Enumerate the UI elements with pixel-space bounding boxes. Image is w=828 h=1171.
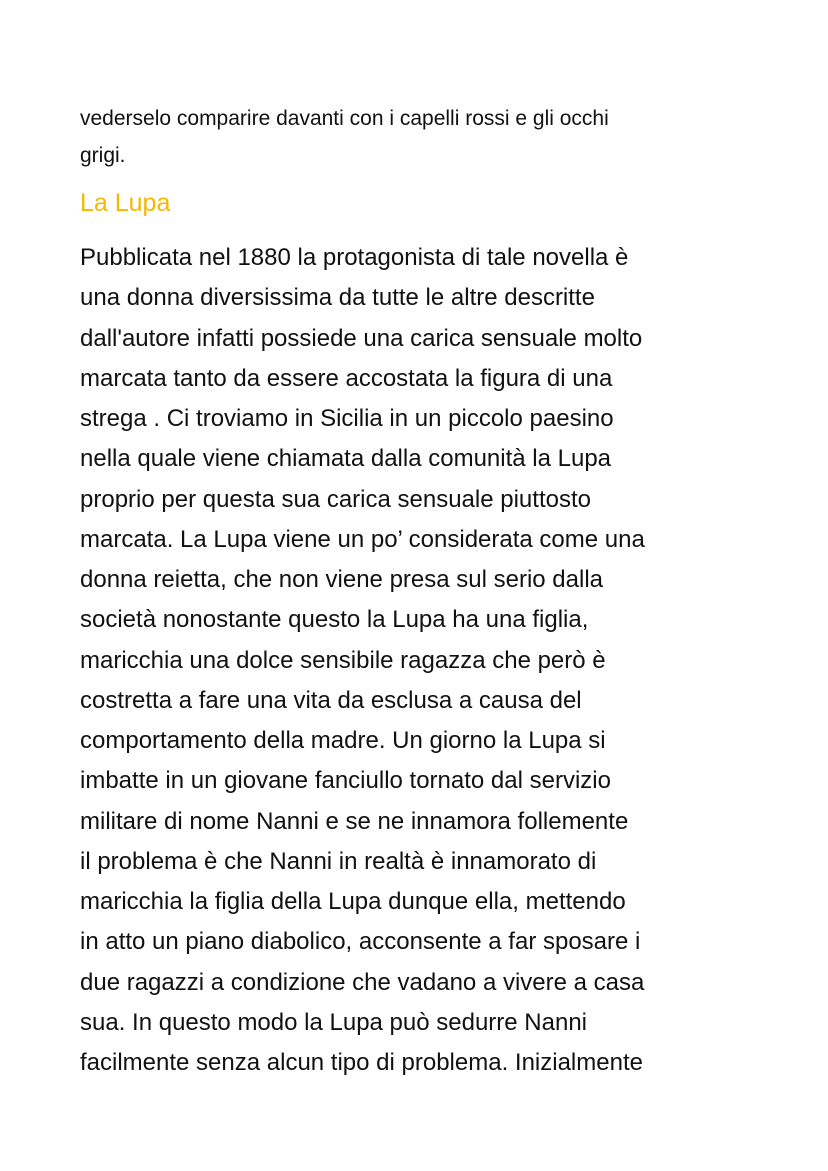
text-line: proprio per questa sua carica sensuale piuttosto — [80, 485, 591, 513]
text-line: imbatte in un giovane fanciullo tornato dal servizio — [80, 767, 611, 795]
text-line: due ragazzi a condizione che vadano a vivere a casa — [80, 968, 645, 996]
text-line: Pubblicata nel 1880 la protagonista di tale novella è — [80, 244, 629, 271]
text-line: facilmente senza alcun tipo di problema. Inizialmente — [80, 1049, 643, 1076]
text-line: vederselo comparire davanti con i capelli rossi e gli occhi — [80, 107, 609, 130]
text-line: maricchia la figlia della Lupa dunque ella, mettendo — [80, 888, 626, 915]
text-line: dall'autore infatti possiede una carica sensuale molto — [80, 324, 643, 352]
text-line: maricchia una dolce sensibile ragazza che però è — [80, 646, 606, 674]
text-line: il problema è che Nanni in realtà è innamorato di — [80, 847, 597, 875]
text-line: donna reietta, che non viene presa sul serio dalla — [80, 566, 604, 593]
section-heading: La Lupa — [80, 189, 171, 217]
intro-paragraph — [80, 100, 609, 174]
text-line: marcata. La Lupa viene un po’ considerata come una — [80, 525, 645, 553]
text-line: costretta a fare una vita da esclusa a causa del — [80, 686, 582, 714]
text-line: militare di nome Nanni e se ne innamora follemente — [80, 807, 629, 835]
text-line: società nonostante questo la Lupa ha una figlia, — [80, 606, 589, 634]
text-line: sua. In questo modo la Lupa può sedurre Nanni — [80, 1008, 588, 1036]
text-line: marcata tanto da essere accostata la figura di una — [80, 364, 613, 392]
text-line: grigi. — [80, 144, 126, 167]
body-paragraph — [80, 238, 645, 1083]
text-line: in atto un piano diabolico, acconsente a far sposare i — [80, 928, 641, 956]
text-line: strega . Ci troviamo in Sicilia in un piccolo paesino — [80, 405, 614, 432]
text-line: una donna diversissima da tutte le altre descritte — [80, 284, 595, 312]
text-line: nella quale viene chiamata dalla comunità la Lupa — [80, 445, 612, 473]
text-line: comportamento della madre. Un giorno la Lupa si — [80, 727, 606, 754]
